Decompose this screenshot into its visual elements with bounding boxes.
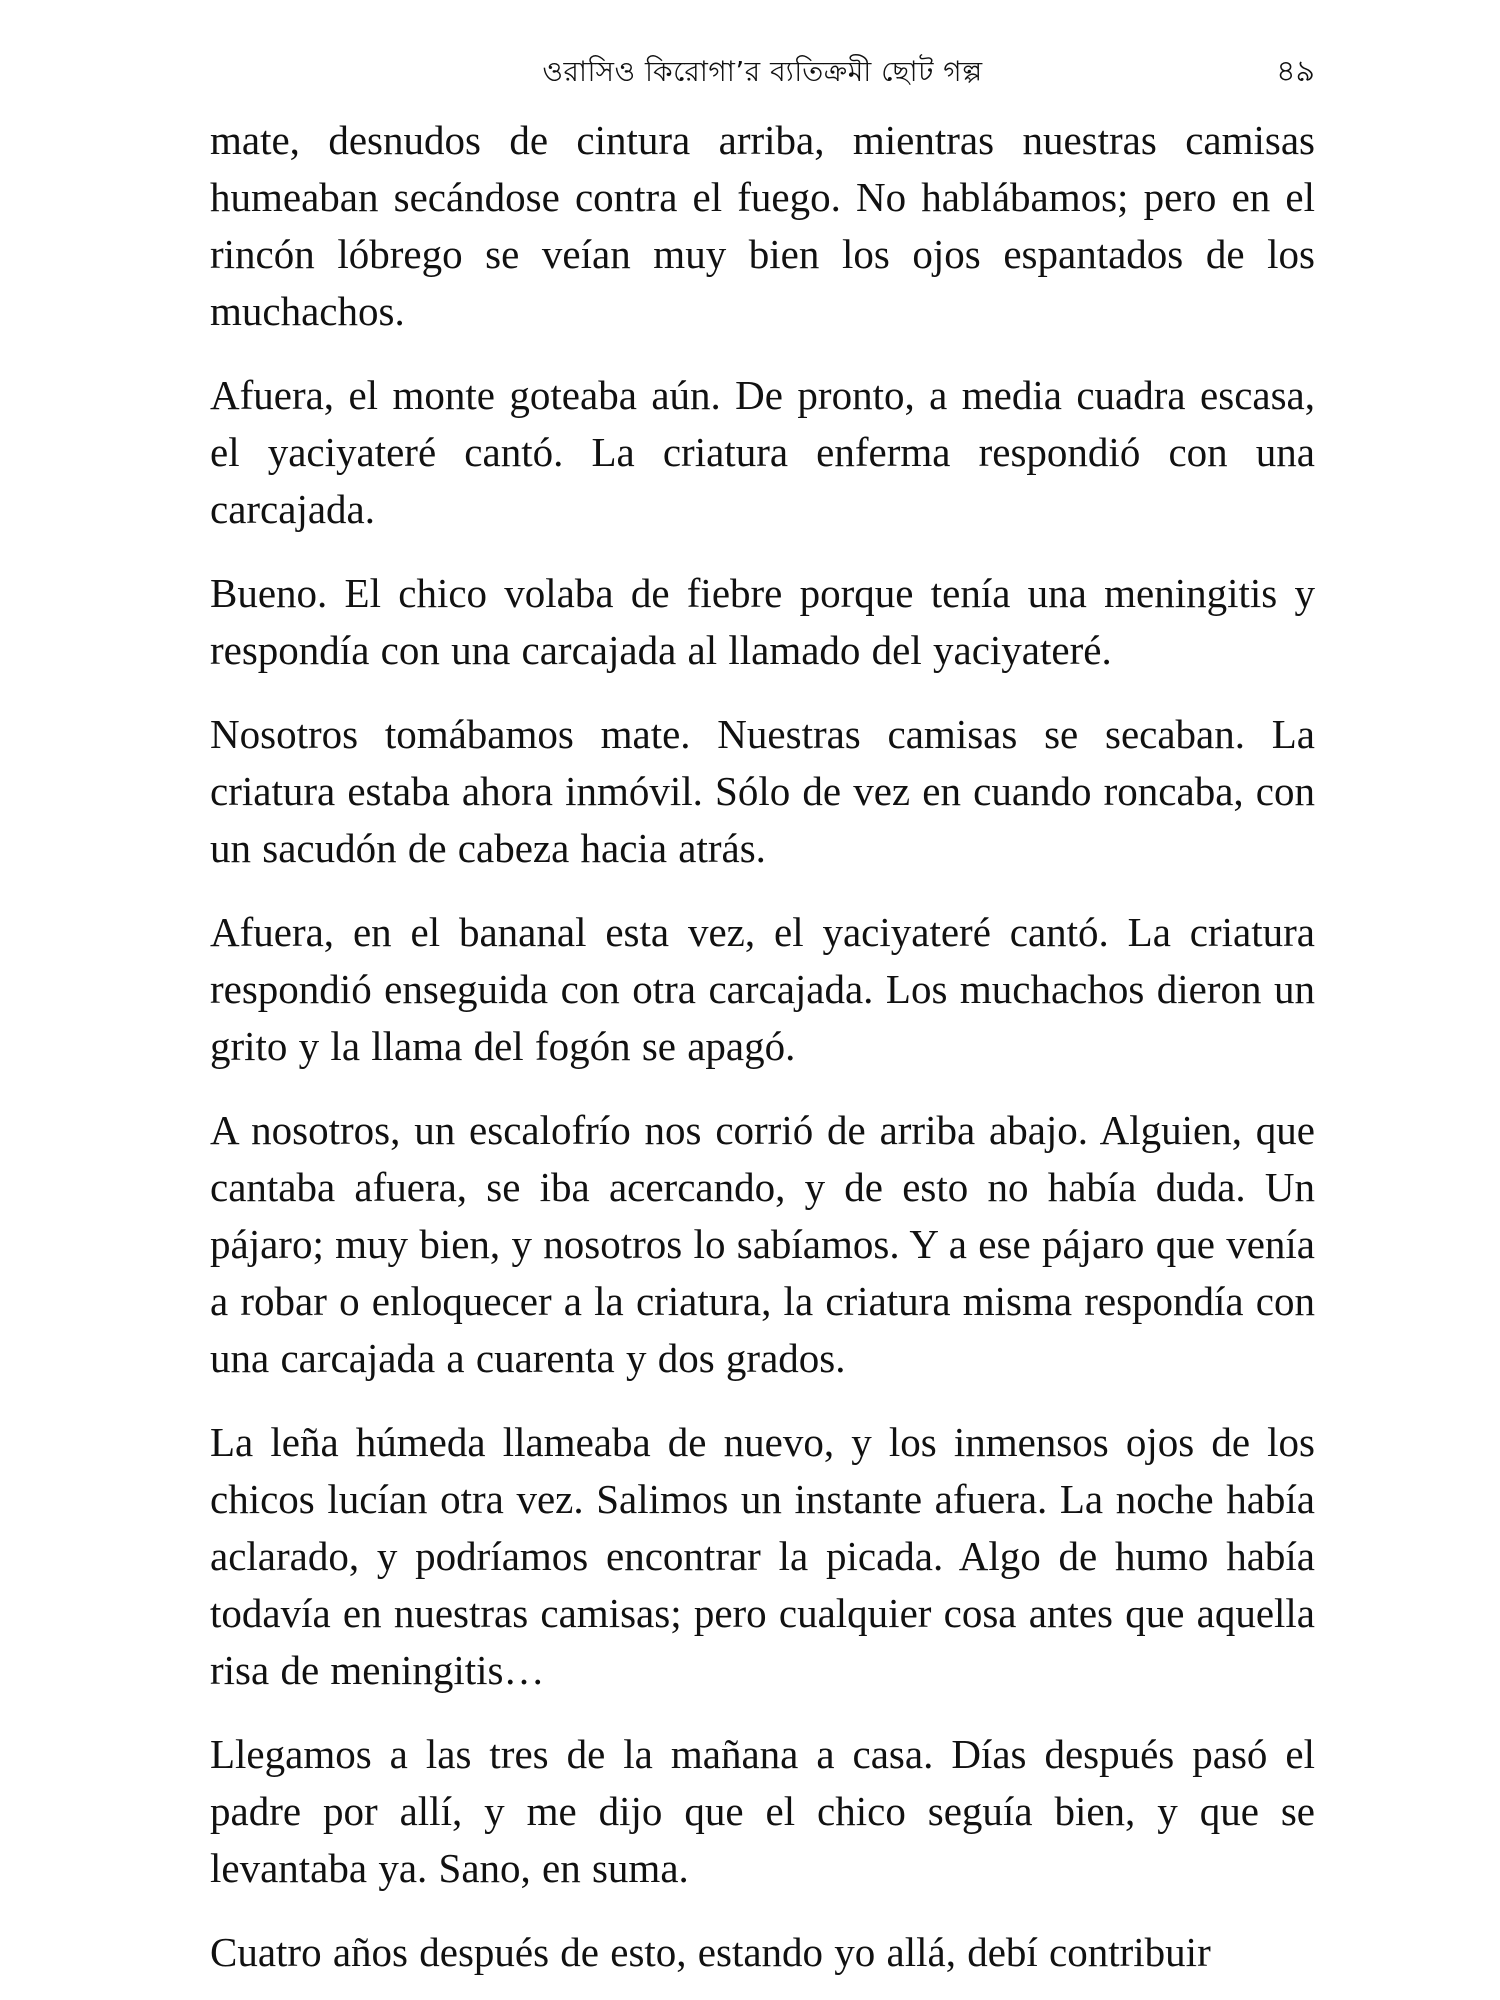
body-text: [210, 112, 1315, 1981]
paragraph: Afuera, en el bananal esta vez, el yaciyateré cantó. La criatura respondió enseguida con otra carcajada. Los muchachos dieron un grito y la llama del fogón se apagó.: [210, 909, 1315, 1069]
paragraph: mate, desnudos de cintura arriba, mientras nuestras camisas humeaban secándose contra el fuego. No hablábamos; pero en el rincón lóbrego se veían muy bien los ojos espantados de los muchachos.: [210, 117, 1315, 334]
paragraph: Afuera, el monte goteaba aún. De pronto, a media cuadra escasa, el yaciyateré cantó. La criatura enferma respondió con una carcajada.: [210, 372, 1315, 532]
paragraph: La leña húmeda llameaba de nuevo, y los inmensos ojos de los chicos lucían otra vez. Salimos un instante afuera. La noche había aclarado, y podríamos encontrar la picada. Algo de humo había todavía en nuestras camisas; pero cualquier cosa antes que aquella risa de meningitis…: [210, 1419, 1315, 1693]
running-title: ওরাসিও কিরোগা’র ব্যতিক্রমী ছোট গল্প: [542, 55, 983, 88]
running-header: [210, 42, 1315, 102]
paragraph: A nosotros, un escalofrío nos corrió de arriba abajo. Alguien, que cantaba afuera, se iba acercando, y de esto no había duda. Un pájaro; muy bien, y nosotros lo sabíamos. Y a ese pájaro que venía a robar o enloquecer a la criatura, la criatura misma respondía con una carcajada a cuarenta y dos grados.: [210, 1107, 1315, 1381]
paragraph: Bueno. El chico volaba de fiebre porque tenía una meningitis y respondía con una carcajada al llamado del yaciyateré.: [210, 570, 1315, 673]
paragraph: Cuatro años después de esto, estando yo allá, debí contribuir: [210, 1929, 1211, 1975]
paragraph: Nosotros tomábamos mate. Nuestras camisas se secaban. La criatura estaba ahora inmóvil. Sólo de vez en cuando roncaba, con un sacudón de cabeza hacia atrás.: [210, 711, 1315, 871]
page-number: ৪৯: [1276, 54, 1315, 89]
paragraph: Llegamos a las tres de la mañana a casa. Días después pasó el padre por allí, y me dijo que el chico seguía bien, y que se levantaba ya. Sano, en suma.: [210, 1731, 1315, 1891]
